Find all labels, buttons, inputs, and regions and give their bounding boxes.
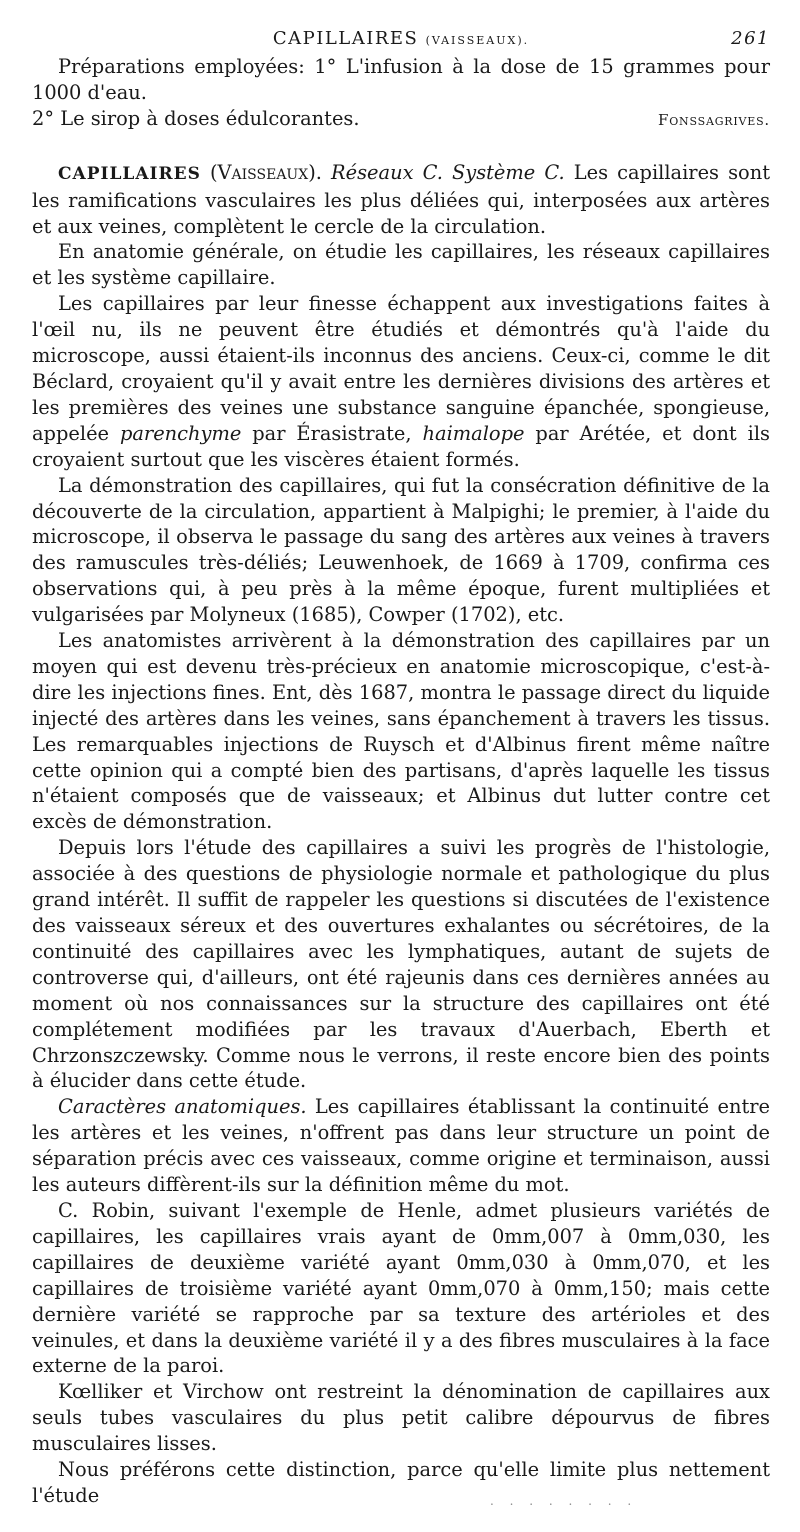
paragraph-3: [32, 291, 770, 472]
preparations-line-1: Préparations employées: 1° L'infusion à la dose de 15 grammes pour 1000 d'eau.: [32, 55, 770, 104]
paragraph-10: Nous préférons cette distinction, parce qu'elle limite plus nettement l'étude: [32, 1458, 770, 1507]
body-text: [32, 54, 770, 1509]
paragraph-2: En anatomie générale, on étudie les capillaires, les réseaux capillaires et les système capillaire.: [32, 240, 770, 290]
paragraph-3-part-b: par Érasistrate,: [252, 421, 412, 445]
paragraph-6: Depuis lors l'étude des capillaires a suivi les progrès de l'histologie, associée à des questions de physiologie normale et pathologique du plus grand intérêt. Il suffit de rappeler les questions si discutées de l'existence des vaisseaux séreux et des ouvertures exhalantes ou sécrétoires, de la continuité des capillaires avec les lymphatiques, autant de sujets de controverse qui, d'ailleurs, ont été rajeunis dans ces dernières années au moment où nos connaissances sur la structure des capillaires ont été complétement modifiées par les travaux d'Auerbach, Eberth et Chrzonszczewsky. Comme nous le verrons, il reste encore bien des points à élucider dans cette étude.: [32, 836, 770, 1093]
entry-synonyms: Réseaux C. Système C.: [331, 160, 565, 184]
running-title-sub: (VAISSEAUX).: [425, 34, 530, 47]
paragraph-1-text: Les capillaires sont les ramifications vasculaires les plus déliées qui, interposées aux artères et aux veines, complètent le cercle de la circulation.: [32, 160, 770, 238]
paragraph-5: Les anatomistes arrivèrent à la démonstration des capillaires par un moyen qui est devenu très-précieux en anatomie microscopique, c'est-à-dire les injections fines. Ent, dès 1687, montra le passage direct du liquide injecté des artères dans les veines, sans épanchement à travers les tissus. Les remarquables injections de Ruysch et d'Albinus firent même naître cette opinion qui a compté bien des partisans, d'après laquelle les tissus n'étaient composés que de vaisseaux; et Albinus dut lutter contre cet excès de démonstration.: [32, 629, 770, 834]
term-parenchyme: parenchyme: [119, 421, 242, 445]
section-heading-caracteres: Caractères anatomiques.: [58, 1095, 307, 1119]
paragraph-1: [32, 160, 770, 240]
page-number: 261: [731, 28, 770, 49]
paragraph-8: C. Robin, suivant l'exemple de Henle, admet plusieurs variétés de capillaires, les capillaires vrais ayant de 0mm,007 à 0mm,030, les capillaires de deuxième variété ayant 0mm,030 à 0mm,070, et les capillaires de troisième variété ayant 0mm,070 à 0mm,150; mais cette dernière variété se rapproche par sa texture des artérioles et des veinules, et dans la deuxième variété il y a des fibres musculaires à la face externe de la paroi.: [32, 1198, 770, 1378]
term-haimalope: haimalope: [422, 421, 525, 445]
author-signature: Fonssagrives.: [658, 110, 770, 129]
preparations-paragraph: [32, 54, 770, 132]
paragraph-4: La démonstration des capillaires, qui fut la consécration définitive de la découverte de la circulation, appartient à Malpighi; le premier, à l'aide du microscope, il observa le passage du sang des artères aux veines à travers des ramuscules très-déliés; Leuwenhoek, de 1669 à 1709, confirma ces observations qui, à peu près à la même époque, furent multipliées et vulgarisées par Molyneux (1685), Cowper (1702), etc.: [32, 473, 770, 627]
running-title-main: CAPILLAIRES: [272, 28, 419, 49]
preparations-line-2: 2° Le sirop à doses édulcorantes.: [32, 106, 360, 130]
paragraph-9: Kœlliker et Virchow ont restreint la dénomination de capillaires aux seuls tubes vasculaires du plus petit calibre dépourvus de fibres musculaires lisses.: [32, 1380, 770, 1456]
paragraph-7-text: Les capillaires établissant la continuité entre les artères et les veines, n'offrent pas dans leur structure un point de séparation précis avec ces vaisseaux, comme origine et terminaison, aussi les auteurs diffèrent-ils sur la définition même du mot.: [32, 1095, 770, 1197]
entry-heading: CAPILLAIRES: [58, 163, 201, 184]
entry-qualifier: (Vaisseaux).: [209, 160, 322, 184]
book-page: [32, 28, 770, 1509]
paragraph-3-part-c: par Arétée, et dont ils croyaient surtout que les viscères étaient formés.: [32, 421, 771, 471]
paragraph-3-part-a: Les capillaires par leur finesse échappent aux investigations faites à l'œil nu, ils ne peuvent être étudiés et démontrés qu'à l'aide du microscope, aussi étaient-ils inconnus des anciens. Ceux-ci, comme le dit Béclard, croyaient qu'il y avait entre les dernières divisions des artères et les premières des veines une substance sanguine épanchée, spongieuse, appelée: [32, 292, 770, 445]
footer-marks: . . . . . . . .: [490, 1494, 638, 1508]
paragraph-7: [32, 1094, 770, 1198]
running-header: [32, 28, 770, 54]
running-title: [273, 28, 529, 49]
